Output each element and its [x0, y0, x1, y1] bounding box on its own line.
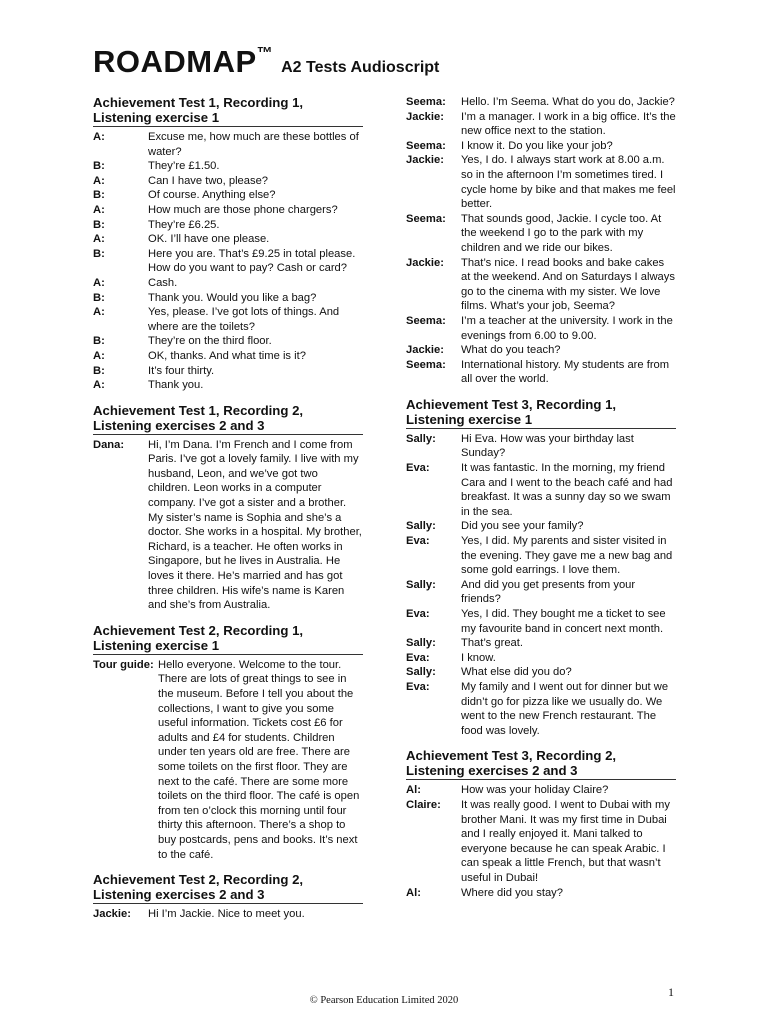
speaker-label: A:	[93, 233, 105, 246]
dialogue-text: I’m a teacher at the university. I work in the evenings from 6.00 to 9.00.	[461, 314, 673, 342]
dialogue-line	[406, 256, 676, 314]
dialogue-line	[406, 534, 676, 578]
speaker-label: Sally:	[406, 637, 436, 650]
section-heading	[406, 748, 676, 780]
dialogue-text: OK. I’ll have one please.	[148, 233, 270, 246]
dialogue-line	[406, 358, 676, 387]
section-heading-line-2: Listening exercise 1	[406, 411, 533, 427]
dialogue-text: How was your holiday Claire?	[461, 784, 609, 797]
section-heading-line-1: Achievement Test 3, Recording 1,	[406, 396, 617, 412]
dialogue-text: Hi, I’m Dana. I’m French and I come from Paris. I’ve got a lovely family. I live with my husband, Leon, and we’ve got two children. Leon works in a computer company. I’ve got a sister and a brother. My sister’s name is Sophia and she’s a doctor. She works in a hospital. My brother, Richard, is a teacher. He often works in Singapore, but he lives in Australia. He loves it there. He’s married and has got three children. His wife’s name is Karen and she’s from Australia.	[148, 438, 362, 612]
dialogue-line	[93, 276, 363, 291]
dialogue-text: I know.	[461, 651, 496, 664]
dialogue-line	[406, 519, 676, 534]
section-heading-line-2: Listening exercises 2 and 3	[93, 887, 265, 903]
dialogue-line	[406, 314, 676, 343]
section-heading-line-1: Achievement Test 3, Recording 2,	[406, 748, 617, 764]
dialogue-text: My family and I went out for dinner but we didn’t go for pizza like we usually do. We went to the new French restaurant. The food was lovely.	[461, 680, 669, 737]
speaker-label: A:	[93, 203, 105, 216]
speaker-label: Claire:	[406, 798, 441, 811]
dialogue-line	[93, 130, 363, 159]
trademark-symbol: ™	[256, 45, 273, 62]
dialogue-line	[406, 153, 676, 211]
dialogue-text: And did you get presents from your friends?	[461, 578, 636, 606]
transcript-section	[93, 872, 363, 922]
dialogue-text: Yes, I did. They bought me a ticket to see my favourite band in concert next month.	[461, 608, 666, 635]
dialogue-text: It was fantastic. In the morning, my friend Cara and I went to the beach café and had breakfast. It was a sunny day so we swam in the sea.	[461, 462, 673, 518]
dialogue-text: That’s nice. I read books and bake cakes at the weekend. And on Saturdays I always go to the cinema with my sister. We love films. What’s your job, Seema?	[461, 256, 675, 313]
brand-title: ROADMAP	[93, 44, 257, 79]
dialogue-line	[93, 247, 363, 276]
speaker-label: B:	[93, 291, 105, 304]
speaker-label: Jackie:	[93, 908, 131, 921]
speaker-label: Dana:	[93, 438, 125, 451]
speaker-label: B:	[93, 247, 105, 260]
transcript-section	[406, 748, 676, 900]
dialogue-text: Did you see your family?	[461, 520, 584, 533]
dialogue-text: I know it. Do you like your job?	[461, 139, 613, 152]
speaker-label: Tour guide:	[93, 658, 154, 671]
speaker-label: Jackie:	[406, 256, 444, 269]
dialogue-text: Hello everyone. Welcome to the tour. There are lots of great things to see in the museum. Before I tell you about the collections, I want to give you some useful information. Tickets cost £6 for adults and £4 for students. Children under ten years old are free. There are some toilets on the first floor. They are next to the café. There are some more toilets on the third floor. The café is open from ten o’clock this morning until four thirty this afternoon. There’s a shop to buy postcards, pens and books. It’s next to the café.	[158, 658, 360, 861]
dialogue-line	[93, 378, 363, 393]
speaker-label: Seema:	[406, 314, 446, 327]
dialogue-text: They’re £1.50.	[148, 160, 220, 173]
dialogue-text: It’s four thirty.	[148, 364, 215, 377]
transcript-section	[93, 623, 363, 862]
transcript-section	[406, 397, 676, 738]
speaker-label: Seema:	[406, 358, 446, 371]
section-heading-line-2: Listening exercise 1	[93, 637, 220, 653]
dialogue-line	[406, 783, 676, 798]
section-heading	[93, 95, 363, 127]
speaker-label: Sally:	[406, 520, 436, 533]
section-heading-line-2: Listening exercise 1	[93, 110, 220, 125]
section-heading-line-1: Achievement Test 1, Recording 2,	[93, 402, 304, 418]
dialogue-line	[93, 159, 363, 174]
speaker-label: A:	[93, 174, 105, 187]
dialogue-text: Hello. I’m Seema. What do you do, Jackie?	[461, 96, 675, 108]
speaker-label: Eva:	[406, 680, 430, 693]
section-heading-line-1: Achievement Test 2, Recording 1,	[93, 622, 304, 638]
dialogue-text: OK, thanks. And what time is it?	[148, 349, 306, 362]
speaker-label: Eva:	[406, 608, 430, 620]
right-column	[406, 95, 676, 910]
transcript-section	[406, 95, 676, 387]
dialogue-line	[406, 886, 676, 901]
speaker-label: Eva:	[406, 651, 430, 664]
dialogue-line	[406, 110, 676, 139]
speaker-label: A:	[93, 379, 105, 392]
dialogue-text: Of course. Anything else?	[148, 189, 276, 202]
dialogue-text: That sounds good, Jackie. I cycle too. At the weekend I go to the park with my children and we ride our bikes.	[461, 212, 662, 254]
dialogue-line	[93, 291, 363, 306]
speaker-label: B:	[93, 218, 105, 231]
speaker-label: Seema:	[406, 96, 446, 108]
dialogue-text: Can I have two, please?	[148, 174, 269, 187]
section-heading	[406, 397, 676, 429]
speaker-label: B:	[93, 189, 105, 202]
dialogue-line	[406, 139, 676, 154]
dialogue-line	[406, 432, 676, 461]
dialogue-line	[406, 578, 676, 607]
dialogue-text: Excuse me, how much are these bottles of water?	[148, 131, 359, 158]
speaker-label: Jackie:	[406, 154, 444, 167]
dialogue-text: Cash.	[148, 276, 178, 289]
section-heading-line-2: Listening exercises 2 and 3	[93, 417, 265, 433]
dialogue-line	[93, 174, 363, 189]
dialogue-text: How much are those phone chargers?	[148, 203, 338, 216]
section-heading-line-2: Listening exercises 2 and 3	[406, 763, 578, 779]
dialogue-text: Thank you. Would you like a bag?	[148, 291, 317, 304]
speaker-label: Sally:	[406, 578, 436, 591]
speaker-label: B:	[93, 160, 105, 173]
document-subtitle: A2 Tests Audioscript	[281, 59, 440, 76]
dialogue-line	[93, 305, 363, 334]
dialogue-line	[406, 680, 676, 738]
page-number: 1	[668, 985, 674, 999]
dialogue-line	[93, 907, 363, 922]
page-header	[93, 44, 439, 80]
speaker-label: Seema:	[406, 139, 446, 152]
speaker-label: Eva:	[406, 462, 430, 475]
dialogue-text: That’s great.	[461, 637, 523, 650]
speaker-label: A:	[93, 349, 105, 362]
dialogue-text: What do you teach?	[461, 344, 561, 357]
dialogue-line	[93, 364, 363, 379]
dialogue-line	[406, 343, 676, 358]
dialogue-line	[406, 461, 676, 519]
speaker-label: Jackie:	[406, 110, 444, 123]
speaker-label: A:	[93, 306, 105, 319]
speaker-label: B:	[93, 364, 105, 377]
speaker-label: Sally:	[406, 666, 436, 679]
transcript-section	[93, 403, 363, 613]
dialogue-line	[406, 651, 676, 666]
dialogue-line	[93, 188, 363, 203]
dialogue-text: Yes, I did. My parents and sister visited in the evening. They gave me a new bag and some gold earrings. I love them.	[461, 535, 673, 577]
dialogue-line	[406, 212, 676, 256]
dialogue-line	[93, 334, 363, 349]
dialogue-text: What else did you do?	[461, 666, 572, 679]
dialogue-line	[406, 636, 676, 651]
dialogue-text: They’re £6.25.	[148, 218, 220, 231]
speaker-label: Al:	[406, 784, 421, 797]
dialogue-line	[406, 665, 676, 680]
section-heading	[93, 623, 363, 655]
dialogue-line	[93, 349, 363, 364]
section-heading-line-1: Achievement Test 1, Recording 1,	[93, 95, 304, 110]
dialogue-line	[93, 218, 363, 233]
dialogue-text: They’re on the third floor.	[148, 335, 272, 348]
speaker-label: Seema:	[406, 212, 446, 225]
dialogue-text: International history. My students are from all over the world.	[461, 358, 670, 386]
dialogue-text: It was really good. I went to Dubai with my brother Mani. It was my first time in Dubai and I really enjoyed it. Mani talked to everyone because he can speak Arabic. I can speak a little French, but that wasn’t useful in Dubai!	[461, 798, 670, 884]
speaker-label: Al:	[406, 886, 421, 899]
dialogue-line	[93, 658, 363, 862]
dialogue-line	[93, 232, 363, 247]
speaker-label: A:	[93, 131, 105, 143]
dialogue-line	[93, 203, 363, 218]
dialogue-text: Here you are. That’s £9.25 in total please. How do you want to pay? Cash or card?	[148, 247, 356, 275]
speaker-label: Jackie:	[406, 344, 444, 357]
dialogue-text: Yes, please. I’ve got lots of things. And where are the toilets?	[148, 306, 340, 333]
speaker-label: A:	[93, 276, 105, 289]
left-column	[93, 95, 363, 932]
dialogue-text: I’m a manager. I work in a big office. It’s the new office next to the station.	[461, 110, 676, 138]
dialogue-line	[406, 798, 676, 886]
dialogue-line	[93, 438, 363, 613]
speaker-label: B:	[93, 335, 105, 348]
transcript-section	[93, 95, 363, 393]
dialogue-line	[406, 95, 676, 110]
dialogue-line	[406, 607, 676, 636]
dialogue-text: Where did you stay?	[461, 886, 563, 899]
speaker-label: Sally:	[406, 432, 436, 445]
dialogue-text: Thank you.	[148, 379, 204, 392]
section-heading	[93, 872, 363, 904]
section-heading-line-1: Achievement Test 2, Recording 2,	[93, 872, 304, 888]
dialogue-text: Yes, I do. I always start work at 8.00 a.m. so in the afternoon I’m sometimes tired. I cycle home by bike and that makes me feel better.	[461, 154, 676, 211]
dialogue-text: Hi I’m Jackie. Nice to meet you.	[148, 908, 305, 921]
speaker-label: Eva:	[406, 535, 430, 548]
section-heading	[93, 403, 363, 435]
dialogue-text: Hi Eva. How was your birthday last Sunday?	[461, 432, 634, 460]
copyright-footer: © Pearson Education Limited 2020	[309, 995, 459, 1006]
